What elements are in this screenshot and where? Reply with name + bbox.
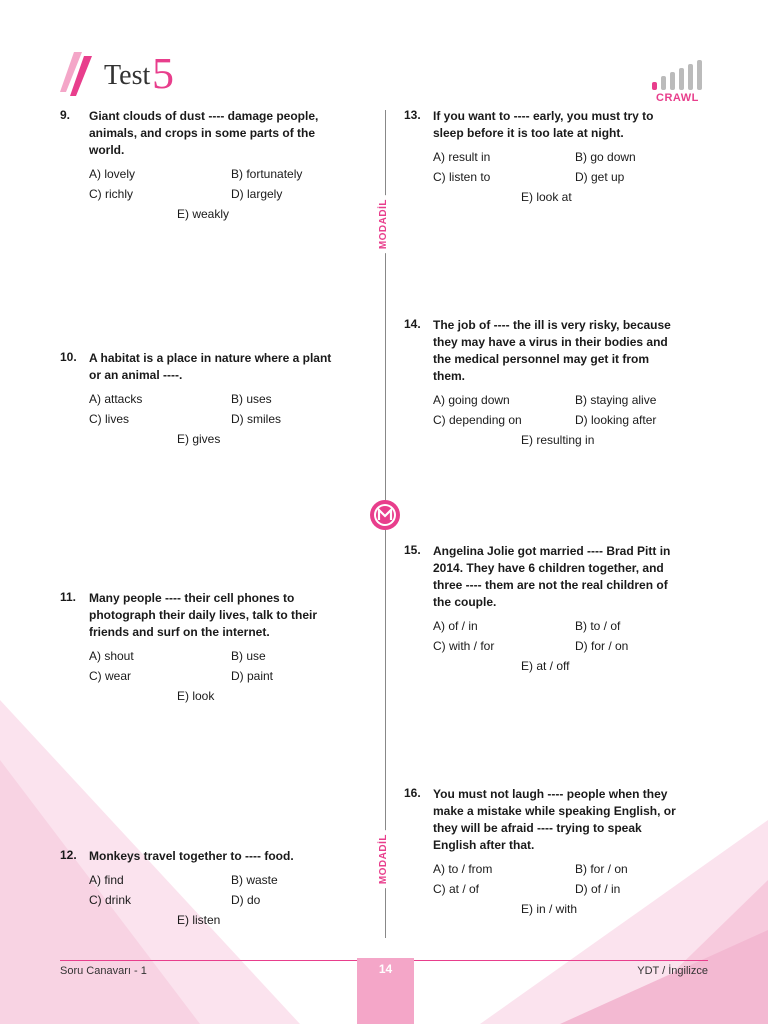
option-b[interactable]: B) go down	[575, 150, 636, 164]
slash-mark-icon	[60, 52, 100, 96]
footer-book-title: Soru Canavarı - 1	[60, 965, 147, 977]
option-a[interactable]: A) lovely	[89, 167, 136, 181]
option-c[interactable]: C) lives	[89, 412, 130, 426]
question-9	[60, 108, 340, 227]
question-stem: You must not laugh ---- people when they make a mistake while speaking English, or they will be afraid ---- trying to speak English after that.	[433, 787, 676, 852]
page-number-box	[357, 958, 414, 1024]
side-label-top: MODADİL	[378, 195, 392, 253]
option-e[interactable]: E) at / off	[521, 659, 570, 673]
option-d[interactable]: D) smiles	[231, 412, 281, 426]
crawl-label: CRAWL	[656, 92, 699, 104]
option-d[interactable]: D) looking after	[575, 413, 657, 427]
option-e[interactable]: E) gives	[177, 432, 221, 446]
option-a[interactable]: A) going down	[433, 393, 510, 407]
option-b[interactable]: B) to / of	[575, 619, 621, 633]
question-15	[404, 543, 684, 679]
options	[433, 862, 684, 922]
option-d[interactable]: D) paint	[231, 669, 274, 683]
question-stem: Monkeys travel together to ---- food.	[89, 849, 294, 863]
option-d[interactable]: D) of / in	[575, 882, 621, 896]
option-e[interactable]: E) weakly	[177, 207, 230, 221]
option-c[interactable]: C) with / for	[433, 639, 495, 653]
test-number: 5	[152, 49, 174, 98]
option-d[interactable]: D) do	[231, 893, 261, 907]
option-a[interactable]: A) to / from	[433, 862, 493, 876]
option-b[interactable]: B) fortunately	[231, 167, 303, 181]
option-c[interactable]: C) drink	[89, 893, 132, 907]
option-e[interactable]: E) look	[177, 689, 215, 703]
options	[89, 392, 340, 452]
option-d[interactable]: D) largely	[231, 187, 283, 201]
options	[433, 150, 684, 210]
question-stem: Giant clouds of dust ---- damage people, animals, and crops in some parts of the world.	[89, 109, 319, 157]
option-c[interactable]: C) wear	[89, 669, 132, 683]
question-16	[404, 786, 684, 922]
options	[89, 873, 340, 933]
question-stem: The job of ---- the ill is very risky, because they may have a virus in their bodies and the medical personnel may get it from them.	[433, 318, 671, 383]
options	[89, 649, 340, 709]
option-c[interactable]: C) richly	[89, 187, 133, 201]
test-logo	[60, 49, 200, 98]
test-label: Test	[104, 60, 151, 91]
option-c[interactable]: C) depending on	[433, 413, 522, 427]
question-number: 12.	[60, 848, 77, 862]
question-number: 15.	[404, 543, 421, 557]
option-a[interactable]: A) of / in	[433, 619, 478, 633]
option-b[interactable]: B) uses	[231, 392, 272, 406]
option-a[interactable]: A) result in	[433, 150, 491, 164]
side-label-bottom: MODADİL	[378, 830, 392, 888]
option-e[interactable]: E) in / with	[521, 902, 578, 916]
page-number: 14	[378, 962, 393, 976]
option-d[interactable]: D) get up	[575, 170, 625, 184]
option-a[interactable]: A) shout	[89, 649, 134, 663]
m-badge-icon	[369, 499, 401, 531]
option-a[interactable]: A) attacks	[89, 392, 143, 406]
question-11	[60, 590, 340, 709]
question-stem: A habitat is a place in nature where a plant or an animal ----.	[89, 351, 332, 382]
option-b[interactable]: B) staying alive	[575, 393, 657, 407]
options	[89, 167, 340, 227]
option-e[interactable]: E) listen	[177, 913, 221, 927]
option-e[interactable]: E) look at	[521, 190, 572, 204]
question-13	[404, 108, 684, 210]
question-stem: Angelina Jolie got married ---- Brad Pitt in 2014. They have 6 children together, and three ---- them are not the real children of the couple.	[433, 544, 671, 609]
question-stem: Many people ---- their cell phones to photograph their daily lives, talk to their friends and surf on the internet.	[89, 591, 318, 639]
question-number: 10.	[60, 350, 77, 364]
options	[433, 619, 684, 679]
option-c[interactable]: C) listen to	[433, 170, 491, 184]
option-b[interactable]: B) for / on	[575, 862, 628, 876]
option-a[interactable]: A) find	[89, 873, 124, 887]
option-d[interactable]: D) for / on	[575, 639, 629, 653]
question-12	[60, 848, 340, 933]
options	[433, 393, 684, 453]
question-10	[60, 350, 340, 452]
question-number: 11.	[60, 590, 77, 604]
question-number: 14.	[404, 317, 421, 331]
signal-bars-icon	[650, 60, 710, 92]
question-number: 13.	[404, 108, 421, 122]
option-b[interactable]: B) use	[231, 649, 266, 663]
option-c[interactable]: C) at / of	[433, 882, 480, 896]
option-b[interactable]: B) waste	[231, 873, 278, 887]
question-stem: If you want to ---- early, you must try to sleep before it is too late at night.	[433, 109, 654, 140]
footer-subject: YDT / İngilizce	[637, 965, 708, 977]
question-number: 9.	[60, 108, 71, 122]
crawl-brand	[650, 60, 710, 106]
question-14	[404, 317, 684, 453]
option-e[interactable]: E) resulting in	[521, 433, 595, 447]
question-number: 16.	[404, 786, 421, 800]
